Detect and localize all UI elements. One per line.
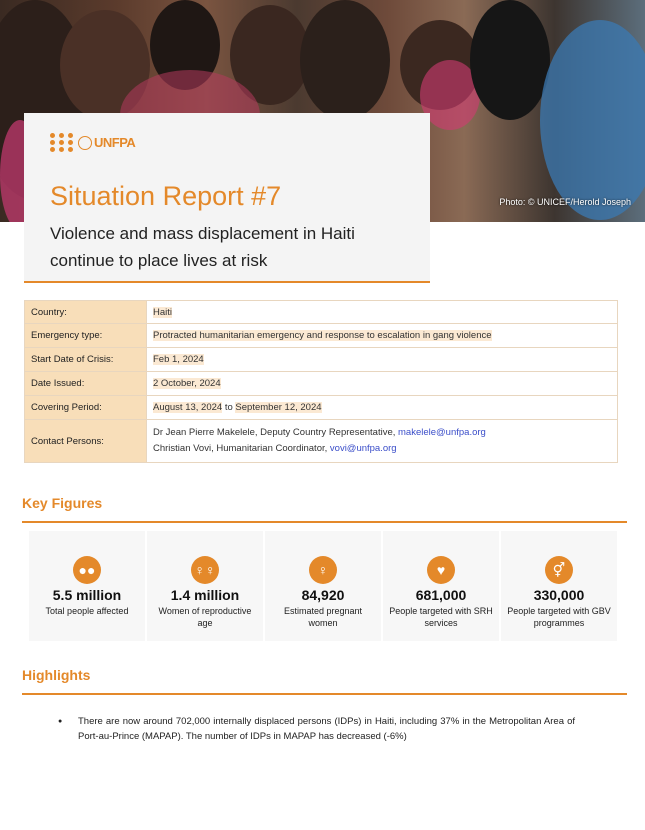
key-figure-label: Estimated pregnant women xyxy=(283,606,363,628)
key-figure-card xyxy=(147,531,263,641)
key-figure-label: People targeted with GBV programmes xyxy=(507,606,611,628)
contact-2-text: Christian Vovi, Humanitarian Coordinator, xyxy=(153,443,328,454)
pregnant-woman-icon: ♀ xyxy=(309,556,337,584)
country-value xyxy=(147,301,618,324)
key-figure-value: 1.4 million xyxy=(170,587,240,603)
date-issued-text: 2 October, 2024 xyxy=(153,378,221,389)
table-row xyxy=(25,348,618,372)
women-icon: ♀♀ xyxy=(191,556,219,584)
period-to: to xyxy=(224,402,233,413)
un-emblem-icon xyxy=(78,136,92,150)
contact-2-email-link[interactable]: vovi@unfpa.org xyxy=(329,443,397,454)
table-row xyxy=(25,372,618,396)
table-row xyxy=(25,301,618,324)
heart-icon: ♥ xyxy=(427,556,455,584)
contact-persons-value xyxy=(147,420,618,463)
report-title: Situation Report #7 xyxy=(50,181,282,211)
date-issued-label: Date Issued: xyxy=(25,372,147,396)
report-info-table xyxy=(24,300,618,463)
contact-2 xyxy=(153,441,611,457)
key-figure-value: 5.5 million xyxy=(52,587,122,603)
key-figure-label: People targeted with SRH services xyxy=(389,606,493,628)
country-text: Haiti xyxy=(153,306,173,318)
people-group-icon: ●● xyxy=(73,556,101,584)
key-figure-label: Women of reproductive age xyxy=(158,606,252,628)
key-figure-card xyxy=(501,531,617,641)
start-date-label: Start Date of Crisis: xyxy=(25,348,147,372)
period-end: September 12, 2024 xyxy=(235,402,322,413)
date-issued-value xyxy=(147,372,618,396)
emergency-type-value xyxy=(147,324,618,348)
table-row xyxy=(25,420,618,463)
key-figure-value: 84,920 xyxy=(301,587,345,603)
key-figure-card xyxy=(383,531,499,641)
period-start: August 13, 2024 xyxy=(153,402,223,413)
photo-credit: Photo: © UNICEF/Herold Joseph xyxy=(499,197,631,207)
contact-persons-label: Contact Persons: xyxy=(25,420,147,463)
key-figures-row xyxy=(29,531,619,641)
logo-text: UNFPA xyxy=(94,135,136,150)
contact-1 xyxy=(153,425,611,441)
logo-dots-icon xyxy=(50,133,75,152)
emergency-type-text: Protracted humanitarian emergency and response to escalation in gang violence xyxy=(153,330,492,341)
gender-icon: ⚥ xyxy=(545,556,573,584)
covering-period-value xyxy=(147,396,618,420)
start-date-text: Feb 1, 2024 xyxy=(153,354,204,365)
table-row xyxy=(25,324,618,348)
contact-1-email-link[interactable]: makelele@unfpa.org xyxy=(398,427,486,438)
key-figure-card xyxy=(29,531,145,641)
key-figures-heading: Key Figures xyxy=(22,495,103,511)
highlights-divider xyxy=(22,693,627,695)
unfpa-logo xyxy=(50,133,135,152)
emergency-type-label: Emergency type: xyxy=(25,324,147,348)
list-item: ● There are now around 702,000 internally displaced persons (IDPs) in Haiti, including 37% in the Metropolitan Area of Port-au-Prince (MAPAP). The number of IDPs in MAPAP has decreased (-6%) xyxy=(78,714,575,744)
key-figure-card xyxy=(265,531,381,641)
key-figure-value: 681,000 xyxy=(415,587,467,603)
contact-1-text: Dr Jean Pierre Makelele, Deputy Country Representative, xyxy=(153,427,396,438)
key-figure-label: Total people affected xyxy=(45,606,129,616)
report-subtitle: Violence and mass displacement in Haiti continue to place lives at risk xyxy=(50,224,355,270)
highlights-list xyxy=(78,714,575,744)
start-date-value xyxy=(147,348,618,372)
table-row xyxy=(25,396,618,420)
highlights-heading: Highlights xyxy=(22,667,91,683)
covering-period-label: Covering Period: xyxy=(25,396,147,420)
country-label: Country: xyxy=(25,301,147,324)
key-figure-value: 330,000 xyxy=(533,587,585,603)
key-figures-divider xyxy=(22,521,627,523)
title-card xyxy=(24,113,430,283)
